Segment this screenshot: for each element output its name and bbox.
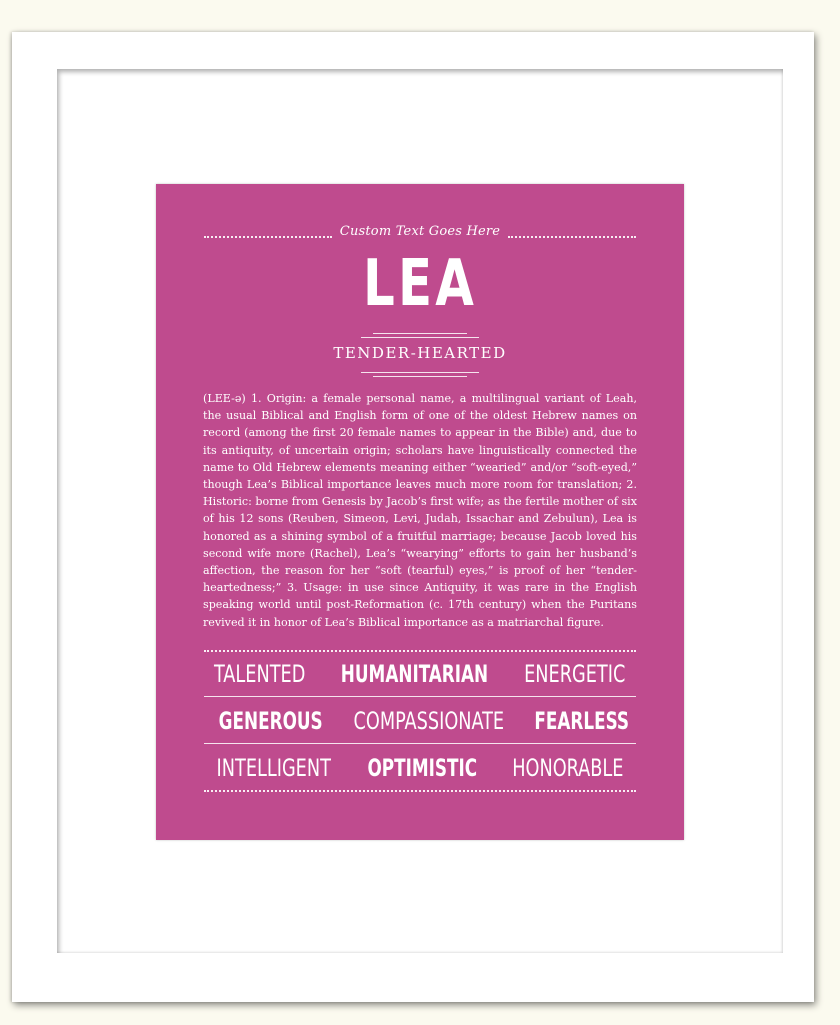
meaning-rule-top [373,333,467,334]
name-meaning: TENDER-HEARTED [333,344,507,362]
trait-word: HUMANITARIAN [340,660,488,688]
trait-row-3 [204,749,636,787]
trait-separator [204,696,636,697]
trait-word: HONORABLE [512,754,624,782]
trait-word: ENERGETIC [523,660,625,688]
trait-word: OPTIMISTIC [367,754,477,782]
trait-row-1 [204,655,636,693]
trait-word: COMPASSIONATE [353,707,505,735]
traits-dotted-rule-bottom [204,790,636,792]
custom-text: Custom Text Goes Here [339,224,501,239]
trait-word: GENEROUS [218,707,323,735]
trait-separator [204,743,636,744]
name-title: LEA [363,247,477,321]
meaning-rule-bottom [361,372,479,373]
trait-word: INTELLIGENT [216,754,331,782]
trait-word: TALENTED [214,660,306,688]
trait-row-2 [204,702,636,740]
traits-dotted-rule-top [204,650,636,652]
custom-text-row [204,224,636,244]
name-definition: (LEE-ə) 1. Origin: a female personal name, a multilingual variant of Leah, the usual Biblical and English form of one of the oldest Hebrew names on record (among the first 20 female names to appear in the Bible) and, due to its antiquity, of uncertain origin; scholars have linguistically connected the name to Old Hebrew elements meaning either “wearied” and/or “soft-eyed,” though Lea’s Biblical importance leaves much more room for translation; 2. Historic: borne from Genesis by Jacob’s first wife; as the fertile mother of six of his 12 sons (Reuben, Simeon, Levi, Judah, Issachar and Zebulun), Lea is honored as a shining symbol of a fruitful marriage; because Jacob loved his second wife more (Rachel), Lea’s “wearying” efforts to gain her husband’s affection, the reason for her “soft (tearful) eyes,” is proof of her “tender-heartedness;” 3. Usage: in use since Antiquity, it was rare in the English speaking world until post-Reformation (c. 17th century) when the Puritans revived it in honor of Lea’s Biblical importance as a matriarchal figure. [203,392,637,629]
meaning-rule-top-2 [361,337,479,338]
trait-word: FEARLESS [534,707,630,735]
meaning-rule-bottom-2 [373,376,467,377]
name-poster [156,184,684,840]
